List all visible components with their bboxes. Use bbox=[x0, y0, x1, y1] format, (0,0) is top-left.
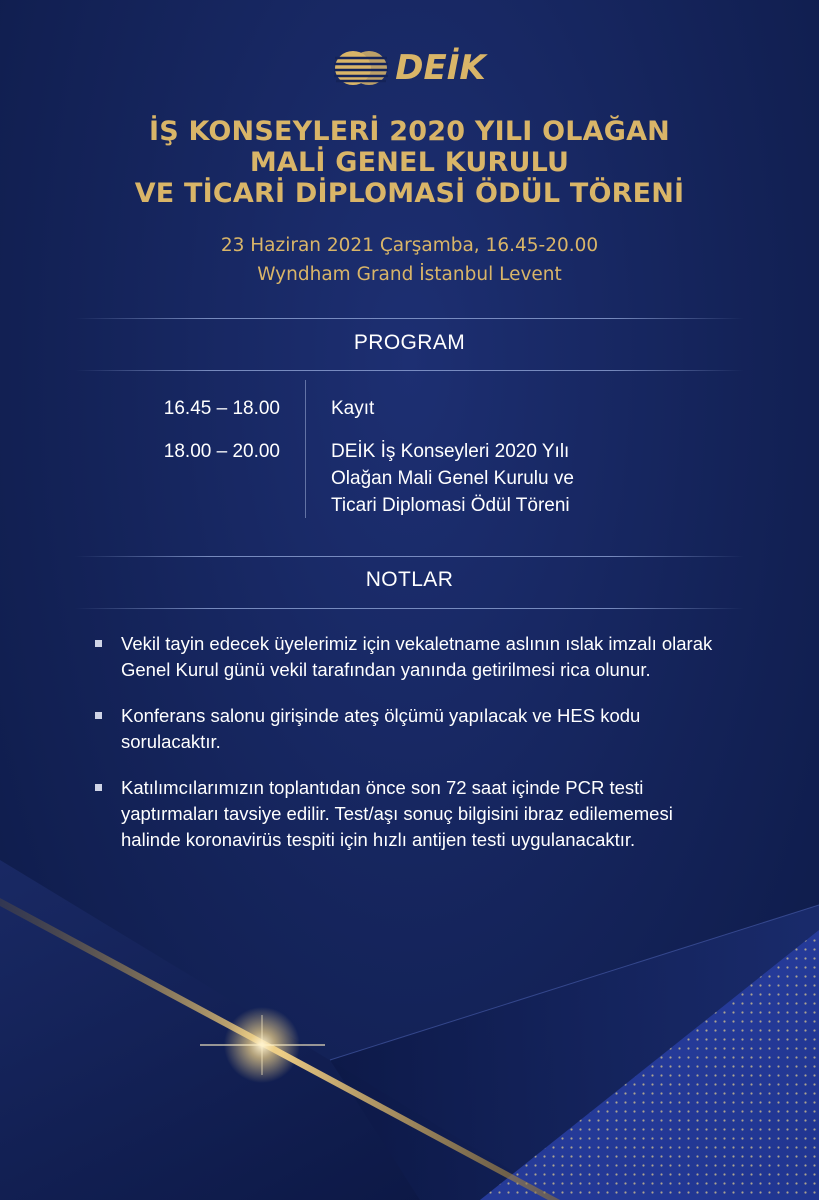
divider-line bbox=[75, 370, 744, 371]
event-date-time: 23 Haziran 2021 Çarşamba, 16.45-20.00 bbox=[220, 235, 599, 256]
logo-text: DEİK bbox=[395, 48, 486, 88]
program-time: 18.00 – 20.00 bbox=[163, 441, 280, 462]
event-venue: Wyndham Grand İstanbul Levent bbox=[257, 264, 562, 285]
program-description-line: Ticari Diplomasi Ödül Töreni bbox=[331, 495, 570, 516]
program-description-line: Kayıt bbox=[331, 398, 375, 419]
program-description bbox=[331, 395, 651, 422]
square-bullet-icon bbox=[95, 640, 102, 647]
program-description-line: DEİK İş Konseyleri 2020 Yılı bbox=[331, 441, 570, 462]
list-item bbox=[95, 703, 715, 755]
divider-line bbox=[75, 318, 744, 319]
list-item bbox=[95, 631, 715, 683]
notes-list bbox=[95, 631, 715, 873]
event-title bbox=[40, 116, 779, 209]
program-description bbox=[331, 438, 651, 519]
list-item bbox=[95, 775, 715, 853]
title-line: VE TİCARİ DİPLOMASİ ÖDÜL TÖRENİ bbox=[134, 178, 685, 209]
title-line: MALİ GENEL KURULU bbox=[249, 147, 570, 178]
event-info bbox=[40, 231, 779, 289]
notes-heading: NOTLAR bbox=[365, 568, 454, 591]
program-description-line: Olağan Mali Genel Kurulu ve bbox=[331, 468, 574, 489]
note-text: Vekil tayin edecek üyelerimiz için vekaletname aslının ıslak imzalı olarak Genel Kurul günü vekil tarafından yanında getirilmesi rica olunur. bbox=[121, 633, 713, 680]
program-heading: PROGRAM bbox=[353, 331, 466, 354]
deik-logo bbox=[0, 48, 819, 88]
divider-line bbox=[75, 608, 744, 609]
square-bullet-icon bbox=[95, 784, 102, 791]
title-line: İŞ KONSEYLERİ 2020 YILI OLAĞAN bbox=[149, 116, 670, 147]
program-column-divider bbox=[305, 380, 306, 518]
note-text: Konferans salonu girişinde ateş ölçümü yapılacak ve HES kodu sorulacaktır. bbox=[121, 705, 641, 752]
divider-line bbox=[75, 556, 744, 557]
deik-globe-logo-icon bbox=[333, 49, 389, 87]
note-text: Katılımcılarımızın toplantıdan önce son 72 saat içinde PCR testi yaptırmaları tavsiye edilir. Test/aşı sonuç bilgisini ibraz edilememesi halinde koronavirüs tespiti için hızlı antijen testi uygulanacaktır. bbox=[121, 777, 673, 850]
program-time: 16.45 – 18.00 bbox=[163, 398, 280, 419]
square-bullet-icon bbox=[95, 712, 102, 719]
